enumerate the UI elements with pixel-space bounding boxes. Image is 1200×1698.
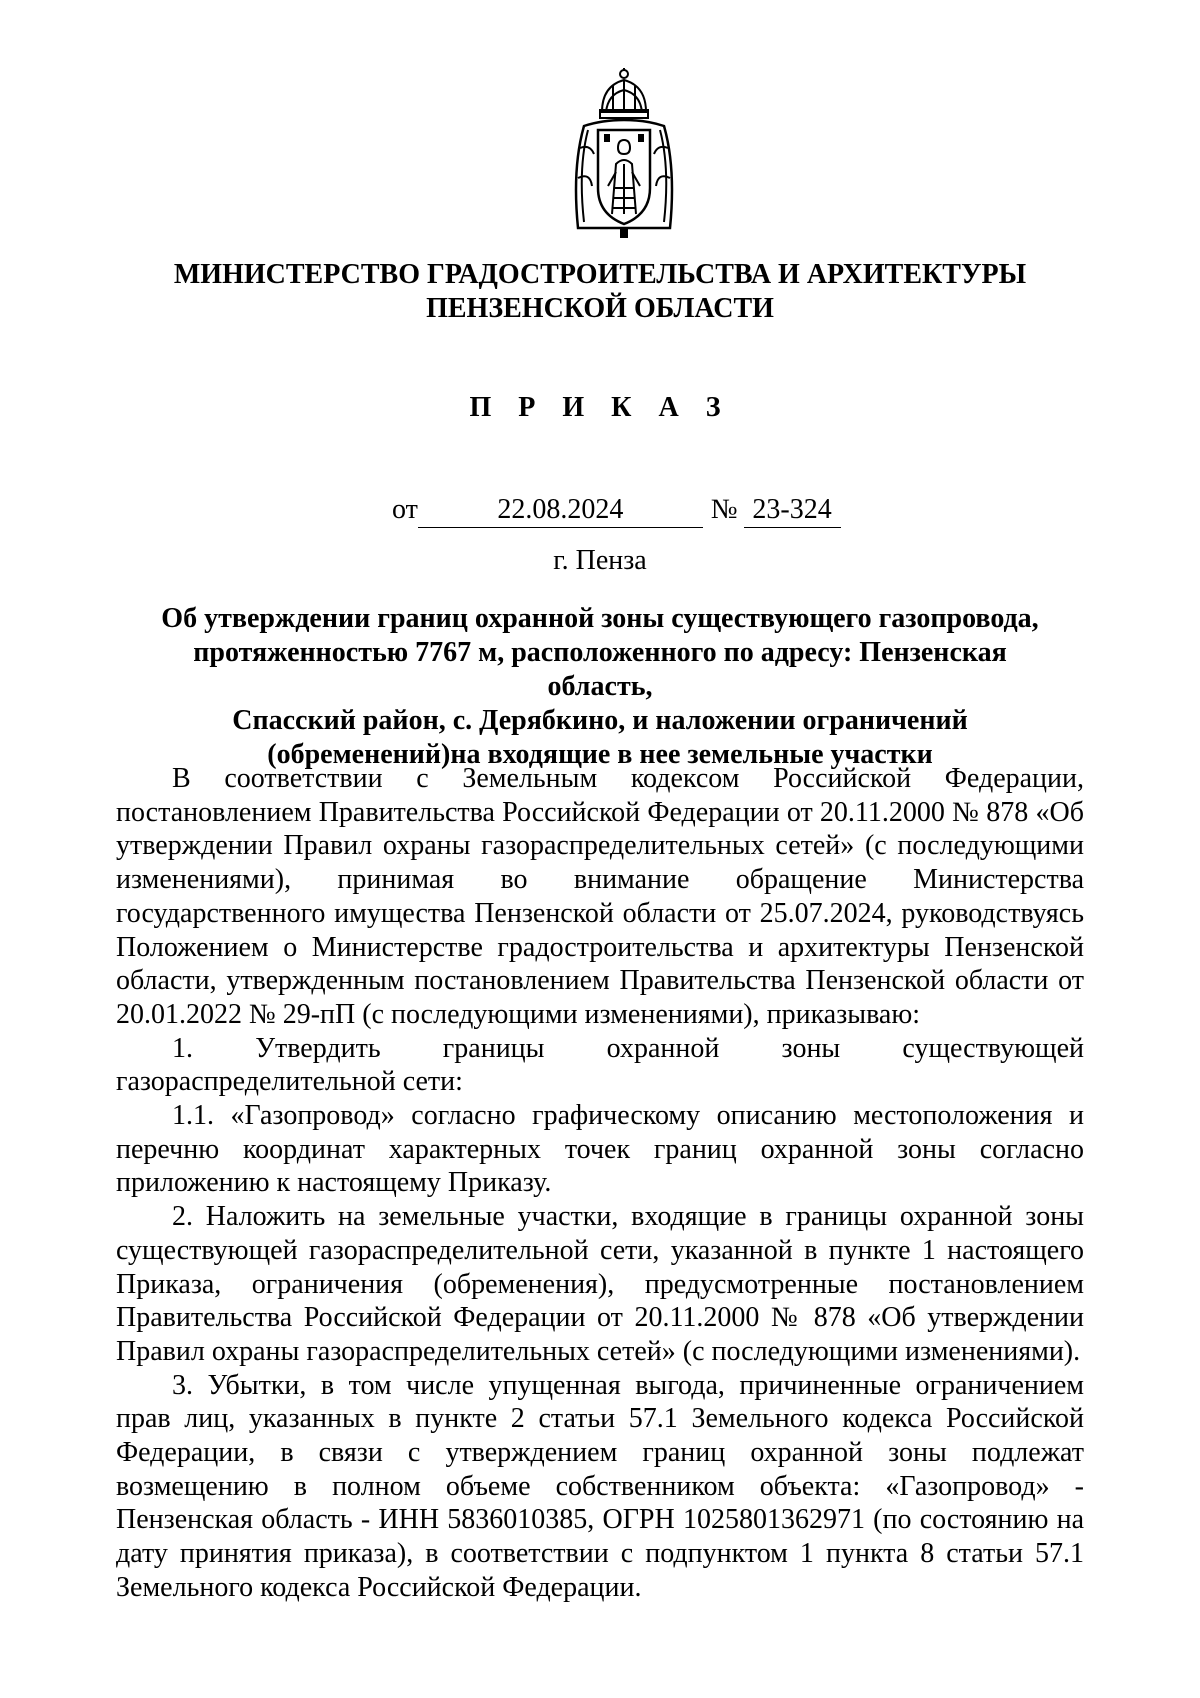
date-number-row [392,492,841,528]
coat-of-arms-icon [566,68,682,240]
body-paragraph-item-3: 3. Убытки, в том числе упущенная выгода, причиненные ограничением прав лиц, указанных в пункте 2 статьи 57.1 Земельного кодекса Российской Федерации, в связи с утверждением границ охранной зоны подлежат возмещению в полном объеме собственником объекта: «Газопровод» - Пензенская область - ИНН 5836010385, ОГРН 1025801362971 (по состоянию на дату принятия приказа), в соответствии с подпунктом 1 пункта 8 статьи 57.1 Земельного кодекса Российской Федерации. [116,1369,1084,1603]
body-paragraph-item-1: 1. Утвердить границы охранной зоны существующей газораспределительной сети: [116,1032,1084,1098]
date-label: от [392,494,418,525]
subject-line-2: протяженностью 7767 м, расположенного по адресу: Пензенская область, [193,637,1007,702]
subject-line-3: Спасский район, с. Дерябкино, и наложении ограничений [232,705,968,736]
city-name: г. Пенза [553,545,647,576]
subject-line-4: (обременений)на входящие в нее земельные участки [267,739,933,770]
body-paragraph-preamble: В соответствии с Земельным кодексом Российской Федерации, постановлением Правительства Российской Федерации от 20.11.2000 № 878 «Об утверждении Правил охраны газораспределительных сетей» (с последующими изменениями), принимая во внимание обращение Министерства государственного имущества Пензенской области от 25.07.2024, руководствуясь Положением о Министерстве градостроительства и архитектуры Пензенской области, утвержденным постановлением Правительства Пензенской области от 20.01.2022 № 29-пП (с последующими изменениями), приказываю: [116,763,1084,1030]
document-date: 22.08.2024 [418,493,703,528]
document-subject [140,602,1060,772]
subject-line-1: Об утверждении границ охранной зоны существующего газопровода, [161,603,1039,634]
body-paragraph-item-2: 2. Наложить на земельные участки, входящие в границы охранной зоны существующей газораспределительной сети, указанной в пункте 1 настоящего Приказа, ограничения (обременения), предусмотренные постановлением Правительства Российской Федерации от 20.11.2000 № 878 «Об утверждении Правил охраны газораспределительных сетей» (с последующими изменениями). [116,1201,1084,1367]
body-paragraph-item-1-1: 1.1. «Газопровод» согласно графическому описанию местоположения и перечню координат характерных точек границ охранной зоны согласно приложению к настоящему Приказу. [116,1100,1084,1199]
ministry-name [120,258,1080,326]
document-type-title: П Р И К А З [469,392,731,423]
document-number: 23-324 [744,493,841,528]
document-body [116,762,1084,1605]
ministry-line-1: МИНИСТЕРСТВО ГРАДОСТРОИТЕЛЬСТВА И АРХИТЕКТУРЫ [173,259,1027,290]
ministry-line-2: ПЕНЗЕНСКОЙ ОБЛАСТИ [426,293,774,324]
number-label: № [710,494,738,525]
